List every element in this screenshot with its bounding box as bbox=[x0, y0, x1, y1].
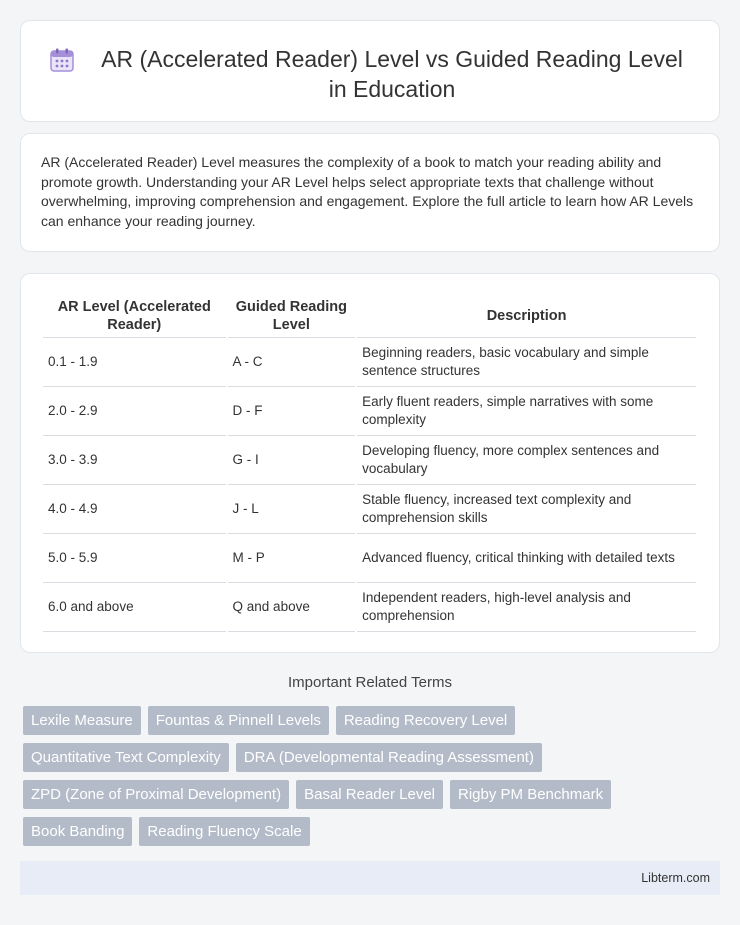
guided-level-cell: J - L bbox=[228, 485, 356, 534]
table-row bbox=[43, 387, 696, 436]
related-term-tag[interactable]: Book Banding bbox=[23, 817, 132, 846]
column-header-description: Description bbox=[357, 294, 696, 338]
related-terms-heading: Important Related Terms bbox=[288, 674, 452, 691]
intro-text: AR (Accelerated Reader) Level measures the complexity of a book to match your reading ability and promote growth. Understanding your AR Level helps select appropriate texts that challenge without overwhelming, improving comprehension and engagement. Explore the full article to learn how AR Levels can enhance your reading journey. bbox=[41, 154, 694, 229]
header-card bbox=[20, 20, 720, 122]
related-term-tag[interactable]: Quantitative Text Complexity bbox=[23, 743, 229, 772]
guided-level-cell: D - F bbox=[228, 387, 356, 436]
guided-level-cell: A - C bbox=[228, 338, 356, 387]
comparison-table bbox=[41, 294, 698, 632]
ar-level-cell: 0.1 - 1.9 bbox=[43, 338, 226, 387]
footer-site-link[interactable]: Libterm.com bbox=[641, 871, 710, 885]
column-header-ar-level: AR Level (Accelerated Reader) bbox=[43, 294, 226, 338]
description-cell: Stable fluency, increased text complexity and comprehension skills bbox=[357, 485, 696, 534]
calendar-icon bbox=[49, 47, 75, 73]
related-term-tag[interactable]: Basal Reader Level bbox=[296, 780, 443, 809]
ar-level-cell: 2.0 - 2.9 bbox=[43, 387, 226, 436]
column-header-guided-reading-level: Guided Reading Level bbox=[228, 294, 356, 338]
table-row bbox=[43, 338, 696, 387]
guided-level-cell: G - I bbox=[228, 436, 356, 485]
related-term-tag[interactable]: Fountas & Pinnell Levels bbox=[148, 706, 329, 735]
table-row bbox=[43, 436, 696, 485]
table-header-row bbox=[43, 294, 696, 338]
description-cell: Early fluent readers, simple narratives with some complexity bbox=[357, 387, 696, 436]
related-term-tag[interactable]: Reading Fluency Scale bbox=[139, 817, 309, 846]
ar-level-cell: 6.0 and above bbox=[43, 583, 226, 632]
related-term-tag[interactable]: ZPD (Zone of Proximal Development) bbox=[23, 780, 289, 809]
table-row bbox=[43, 583, 696, 632]
related-term-tag[interactable]: DRA (Developmental Reading Assessment) bbox=[236, 743, 542, 772]
intro-card bbox=[20, 133, 720, 252]
footer bbox=[20, 861, 720, 895]
ar-level-cell: 5.0 - 5.9 bbox=[43, 534, 226, 583]
description-cell: Advanced fluency, critical thinking with detailed texts bbox=[357, 534, 696, 583]
comparison-table-card bbox=[20, 273, 720, 653]
description-cell: Developing fluency, more complex sentences and vocabulary bbox=[357, 436, 696, 485]
table-row bbox=[43, 534, 696, 583]
ar-level-cell: 4.0 - 4.9 bbox=[43, 485, 226, 534]
related-terms-list bbox=[23, 706, 723, 846]
ar-level-cell: 3.0 - 3.9 bbox=[43, 436, 226, 485]
guided-level-cell: Q and above bbox=[228, 583, 356, 632]
description-cell: Independent readers, high-level analysis and comprehension bbox=[357, 583, 696, 632]
related-term-tag[interactable]: Lexile Measure bbox=[23, 706, 141, 735]
description-cell: Beginning readers, basic vocabulary and simple sentence structures bbox=[357, 338, 696, 387]
page-title: AR (Accelerated Reader) Level vs Guided Reading Level in Education bbox=[101, 46, 683, 102]
table-row bbox=[43, 485, 696, 534]
guided-level-cell: M - P bbox=[228, 534, 356, 583]
related-term-tag[interactable]: Rigby PM Benchmark bbox=[450, 780, 611, 809]
related-term-tag[interactable]: Reading Recovery Level bbox=[336, 706, 515, 735]
